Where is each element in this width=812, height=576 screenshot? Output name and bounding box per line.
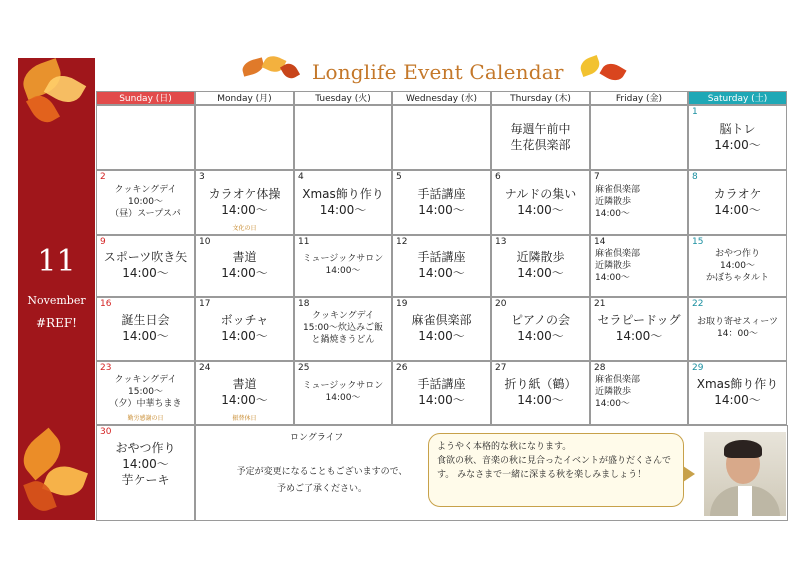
day-cell[interactable] [491,170,590,235]
day-cell[interactable] [294,170,392,235]
day-number: 25 [298,363,310,373]
day-cell[interactable] [491,235,590,297]
event-text: ミュージックサロン 14:00～ [302,381,384,403]
event-text: クッキングデイ 15:00～ （夕）中華ちまき [109,375,182,409]
day-cell[interactable] [491,105,590,170]
day-number: 10 [199,237,211,247]
sidebar-month: November [27,294,86,307]
day-cell[interactable] [96,425,195,521]
message-bubble [428,433,684,507]
holiday-note: 勤労感謝の日 [127,415,164,422]
event-text: 手話講座 14:00～ [417,186,466,217]
day-number: 29 [692,363,704,373]
event-text: ミュージックサロン 14:00～ [302,254,384,276]
day-number: 16 [100,299,112,309]
day-cell[interactable] [195,235,294,297]
day-number: 14 [594,237,606,247]
event-text: 麻雀倶楽部 近隣散歩 14:00～ [595,249,641,283]
day-cell[interactable] [590,361,688,425]
day-number: 23 [100,363,112,373]
day-number: 15 [692,237,704,247]
day-cell[interactable] [688,235,787,297]
event-text: ピアノの会 14:00～ [510,313,571,343]
day-number: 19 [396,299,408,309]
last-row-label: ロングライフ [290,433,344,443]
day-cell[interactable] [590,170,688,235]
day-cell[interactable] [590,235,688,297]
event-text: 折り紙（鶴） 14:00～ [504,377,577,407]
day-cell[interactable] [96,361,195,425]
event-text: 脳トレ 14:00～ [714,121,761,152]
title-leaves-left [242,56,300,82]
day-cell[interactable] [294,235,392,297]
day-cell[interactable] [195,297,294,361]
sidebar-day: 11 [37,244,76,279]
message-text: ようやく本格的な秋になります。 食欲の秋、音楽の秋に見合ったイベントが盛りだくさんです。 みなさまで一緒に深まる秋を楽しみましょう！ [437,442,672,480]
header-3: Wednesday (水) [392,91,491,105]
event-text: 手話講座 14:00～ [417,377,466,407]
sidebar-ref: #REF! [36,316,77,330]
day-cell[interactable] [195,105,294,170]
person-hair-icon [724,440,762,458]
day-number: 12 [396,237,408,247]
header-6: Saturday (土) [688,91,787,105]
day-number: 7 [594,172,600,182]
day-number: 6 [495,172,501,182]
header-4: Thursday (木) [491,91,590,105]
event-text: 麻雀倶楽部 14:00～ [411,313,472,343]
day-cell[interactable] [688,170,787,235]
bubble-tail [683,466,695,482]
header-5: Friday (金) [590,91,688,105]
day-number: 30 [100,427,112,437]
event-text: スポーツ吹き矢 14:00～ [103,250,188,280]
day-cell[interactable] [195,170,294,235]
day-cell[interactable] [294,361,392,425]
event-text: カラオケ体操 14:00～ [208,186,281,217]
change-notice: 予定が変更になることもございますので、 予めご了承ください。 [236,467,408,494]
event-text: 毎週午前中 生花倶楽部 [510,121,571,152]
event-text: お取り寄せスィーツ 14：00～ [697,317,778,339]
event-text: 手話講座 14:00～ [417,250,466,280]
event-text: ボッチャ 14:00～ [220,313,269,343]
day-cell[interactable] [96,297,195,361]
holiday-note: 文化の日 [232,225,257,232]
day-cell[interactable] [392,170,491,235]
person-shirt-icon [738,486,752,516]
day-number: 28 [594,363,606,373]
header-1: Monday (月) [195,91,294,105]
day-cell[interactable] [294,105,392,170]
day-number: 9 [100,237,106,247]
day-number: 5 [396,172,402,182]
day-number: 24 [199,363,211,373]
day-cell[interactable] [96,235,195,297]
day-cell[interactable] [392,105,491,170]
event-text: 書道 14:00～ [221,250,268,280]
event-text: カラオケ 14:00～ [713,186,762,217]
day-number: 13 [495,237,507,247]
day-number: 26 [396,363,408,373]
event-text: 麻雀倶楽部 近隣散歩 14:00～ [595,375,641,409]
day-cell[interactable] [688,361,787,425]
day-number: 21 [594,299,606,309]
day-number: 27 [495,363,507,373]
header-0: Sunday (日) [96,91,195,105]
day-cell[interactable] [590,105,688,170]
day-cell[interactable] [688,105,787,170]
day-number: 18 [298,299,310,309]
event-text: Xmas飾り作り 14:00～ [302,186,384,217]
day-cell[interactable] [96,105,195,170]
day-cell[interactable] [491,361,590,425]
day-cell[interactable] [392,235,491,297]
event-text: クッキングデイ 10:00～ （昼）スープスパ [110,184,181,219]
day-number: 17 [199,299,211,309]
day-number: 20 [495,299,507,309]
ginkgo-leaf-icon [578,55,602,77]
day-cell[interactable] [590,297,688,361]
maple-leaf-icon [599,60,626,85]
day-cell[interactable] [96,170,195,235]
header-2: Tuesday (火) [294,91,392,105]
day-cell[interactable] [392,297,491,361]
day-number: 11 [298,237,310,247]
title-leaves-right [580,56,630,84]
day-cell[interactable] [294,297,392,361]
day-cell[interactable] [491,297,590,361]
event-text: Xmas飾り作り 14:00～ [696,377,779,407]
event-text: おやつ作り 14:00～ 芋ケーキ [115,441,176,487]
day-number: 2 [100,172,106,182]
day-cell[interactable] [688,297,787,361]
holiday-note: 振替休日 [232,415,257,422]
day-cell[interactable] [392,361,491,425]
event-text: ナルドの集い 14:00～ [504,186,577,217]
page-title: Longlife Event Calendar [312,60,564,84]
event-text: 近隣散歩 14:00～ [516,250,565,280]
event-text: 誕生日会 14:00～ [121,313,170,343]
day-number: 3 [199,172,205,182]
event-text: セラピードッグ 14:00～ [597,313,681,343]
day-number: 1 [692,107,698,117]
event-text: 書道 14:00～ [221,377,268,407]
day-number: 8 [692,172,698,182]
event-text: 麻雀倶楽部 近隣散歩 14:00～ [595,184,641,219]
day-number: 4 [298,172,304,182]
day-number: 22 [692,299,704,309]
event-text: おやつ作り 14:00～ かぼちゃタルト [705,249,769,283]
day-cell[interactable] [195,361,294,425]
staff-photo [704,432,786,516]
sidebar-banner [18,58,95,520]
event-text: クッキングデイ 15:00～炊込みご飯 と鍋焼きうどん [303,311,383,345]
